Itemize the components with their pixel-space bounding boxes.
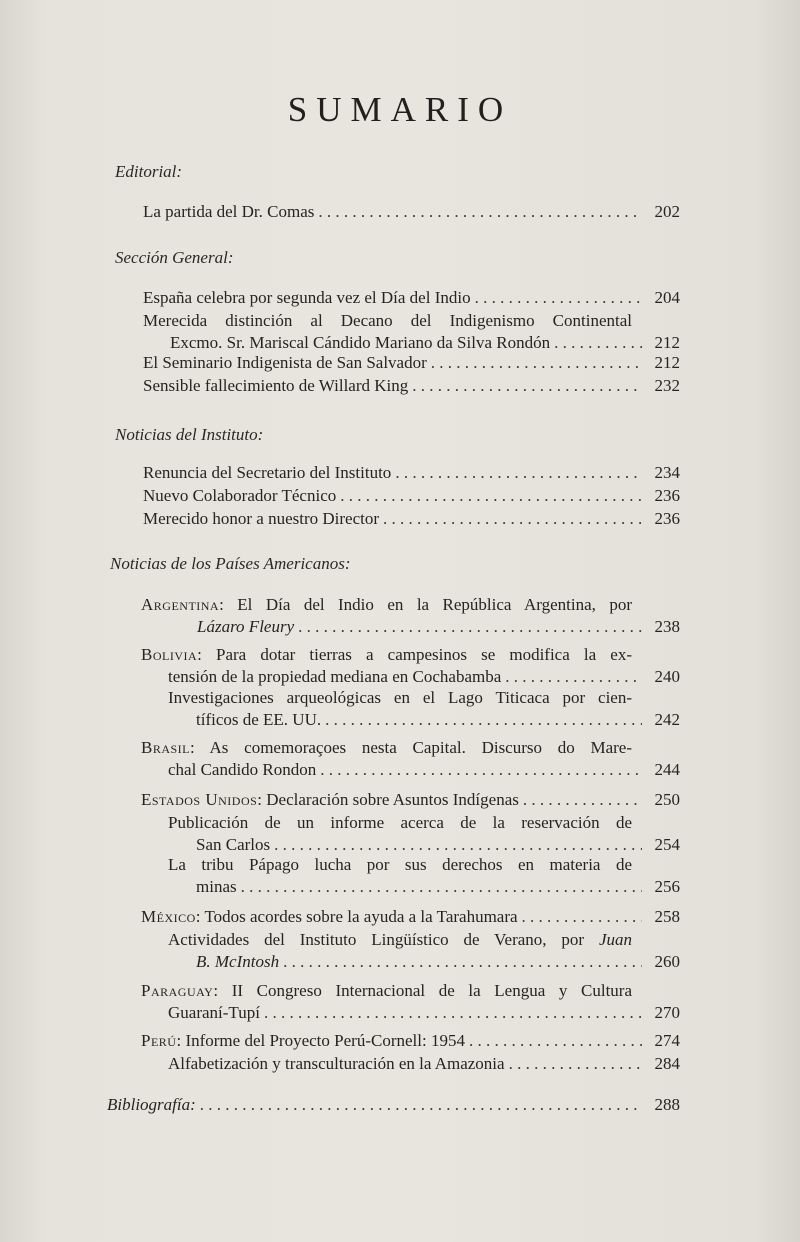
leader-dots (505, 666, 642, 688)
entry-title-line1: Publicación de un informe acerca de la reservación de (168, 813, 632, 832)
section-heading-instituto: Noticias del Instituto: (115, 425, 264, 444)
entry-page: 284 (654, 1054, 680, 1073)
entry-page: 244 (654, 760, 680, 779)
entry-page: 240 (654, 667, 680, 686)
country-label: Bolivia (141, 645, 198, 664)
entry-page: 242 (654, 710, 680, 729)
section-heading-paises: Noticias de los Países Americanos: (110, 554, 351, 573)
entry-page: 202 (654, 202, 680, 221)
entry-title-line1: Investigaciones arqueológicas en el Lago Titicaca por cien- (168, 688, 632, 707)
leader-dots (509, 1053, 642, 1075)
entry-title: Alfabetización y transculturación en la Amazonia (168, 1054, 505, 1073)
toc-entry-eeuu-declaracion[interactable]: Estados Unidos: Declaración sobre Asuntos Indígenas . . . 250 (141, 789, 680, 811)
entry-title: La partida del Dr. Comas (143, 202, 315, 221)
country-label: Perú (141, 1031, 177, 1050)
leader-dots (298, 616, 642, 638)
toc-entry-bolivia-titicaca[interactable] (168, 687, 680, 731)
entry-title: Todos acordes sobre la ayuda a la Tarahumara (204, 907, 518, 926)
entry-title: El Seminario Indigenista de San Salvador (143, 353, 427, 372)
leader-dots (554, 332, 642, 354)
section-heading-editorial: Editorial: (115, 162, 183, 181)
toc-entry-peru-cornell[interactable]: Perú: Informe del Proyecto Perú-Cornell: 1954 . . . 274 (141, 1030, 680, 1052)
entry-author: Lázaro Fleury (197, 617, 295, 636)
entry-title-line1: II Congreso Internacional de la Lengua y Cultura (231, 981, 633, 1000)
entry-title: Declaración sobre Asuntos Indígenas (266, 790, 519, 809)
entry-page: 236 (654, 509, 680, 528)
toc-entry-eeuu-san-carlos[interactable] (168, 812, 680, 856)
entry-title: Merecido honor a nuestro Director (143, 509, 380, 528)
leader-dots (274, 834, 642, 856)
leader-dots (318, 201, 642, 223)
entry-page: 250 (654, 790, 680, 809)
toc-entry-honor[interactable] (143, 508, 680, 530)
entry-title-line2: Guaraní-Tupí (168, 1003, 260, 1022)
toc-entry-bibliografia[interactable] (107, 1094, 680, 1116)
entry-title: Renuncia del Secretario del Instituto (143, 463, 392, 482)
entry-page: 254 (654, 835, 680, 854)
entry-title-line2: Excmo. Sr. Mariscal Cándido Mariano da Silva Rondón (170, 333, 551, 352)
toc-entry-partida[interactable] (143, 201, 680, 223)
country-label: Argentina (141, 595, 220, 614)
leader-dots (475, 287, 642, 309)
country-label: México (141, 907, 196, 926)
entry-page: 212 (654, 333, 680, 352)
leader-dots (340, 485, 642, 507)
entry-page: 236 (654, 486, 680, 505)
entry-page: 212 (654, 353, 680, 372)
entry-page: 256 (654, 877, 680, 896)
entry-page: 204 (654, 288, 680, 307)
toc-entry-espana[interactable] (143, 287, 680, 309)
toc-entry-mexico-linguistico[interactable] (168, 929, 680, 973)
entry-page: 274 (654, 1031, 680, 1050)
entry-title: Sensible fallecimiento de Willard King (143, 376, 409, 395)
entry-page: 260 (654, 952, 680, 971)
entry-title: Nuevo Colaborador Técnico (143, 486, 337, 505)
entry-title-line1: Actividades del Instituto Lingüístico de Verano, por (168, 930, 585, 949)
entry-title-line1: Para dotar tierras a campesinos se modifica la ex- (216, 645, 632, 664)
leader-dots (200, 1094, 642, 1116)
leader-dots (522, 906, 642, 928)
toc-entry-seminario[interactable] (143, 352, 680, 374)
toc-entry-argentina[interactable]: Argentina: El Día del Indio en la República Argentina, por Lázaro Fleury . . . 238 (141, 594, 680, 638)
entry-title-line2: tensión de la propiedad mediana en Cochabamba (168, 667, 502, 686)
leader-dots (241, 876, 642, 898)
entry-title-line2: San Carlos (196, 835, 271, 854)
toc-entry-willard-king[interactable] (143, 375, 680, 397)
leader-dots (395, 462, 642, 484)
toc-entry-paraguay[interactable]: Paraguay: II Congreso Internacional de la Lengua y Cultura Guaraní-Tupí . . . 270 (141, 980, 680, 1024)
toc-entry-brasil[interactable]: Brasil: As comemoraçoes nesta Capital. Discurso do Mare- chal Candido Rondon . . . 244 (141, 737, 680, 781)
entry-page: 288 (654, 1095, 680, 1114)
entry-title-line2: tíficos de EE. UU. (196, 710, 322, 729)
entry-title-line2: minas (196, 877, 237, 896)
entry-page: 270 (654, 1003, 680, 1022)
leader-dots (320, 759, 642, 781)
entry-title-line1: La tribu Pápago lucha por sus derechos en materia de (168, 855, 632, 874)
section-heading-bibliografia: Bibliografía: (107, 1095, 196, 1114)
page-title: SUMARIO (287, 90, 513, 129)
toc-entry-eeuu-papago[interactable] (168, 854, 680, 898)
entry-title-line1: El Día del Indio en la República Argentina, por (237, 595, 632, 614)
entry-page: 258 (654, 907, 680, 926)
entry-title-line1: Merecida distinción al Decano del Indigenismo Continental (143, 311, 632, 330)
country-label: Estados Unidos (141, 790, 258, 809)
toc-entry-colaborador[interactable] (143, 485, 680, 507)
entry-title-line1: As comemoraçoes nesta Capital. Discurso do Mare- (209, 738, 632, 757)
leader-dots (431, 352, 642, 374)
leader-dots (283, 951, 642, 973)
country-label: Paraguay (141, 981, 214, 1000)
entry-title-line2: chal Candido Rondon (168, 760, 317, 779)
leader-dots (383, 508, 642, 530)
entry-page: 234 (654, 463, 680, 482)
entry-page: 232 (654, 376, 680, 395)
leader-dots (523, 789, 642, 811)
entry-title: Informe del Proyecto Perú-Cornell: 1954 (185, 1031, 465, 1050)
entry-author-first: Juan (598, 930, 632, 949)
leader-dots (264, 1002, 642, 1024)
toc-entry-peru-amazonia[interactable] (168, 1053, 680, 1075)
toc-entry-renuncia[interactable] (143, 462, 680, 484)
entry-page: 238 (654, 617, 680, 636)
toc-entry-bolivia-tierras[interactable]: Bolivia: Para dotar tierras a campesinos se modifica la ex- tensión de la propiedad mediana en Cochabamba . . . 240 (141, 644, 680, 688)
toc-entry-mexico-tarahumara[interactable]: México: Todos acordes sobre la ayuda a la Tarahumara . . . 258 (141, 906, 680, 928)
entry-title: España celebra por segunda vez el Día del Indio (143, 288, 471, 307)
country-label: Brasil (141, 738, 191, 757)
leader-dots (325, 709, 642, 731)
leader-dots (412, 375, 642, 397)
entry-author-rest: B. McIntosh (196, 952, 280, 971)
leader-dots (469, 1030, 642, 1052)
section-heading-general: Sección General: (115, 248, 234, 267)
toc-entry-decano[interactable] (143, 310, 680, 354)
